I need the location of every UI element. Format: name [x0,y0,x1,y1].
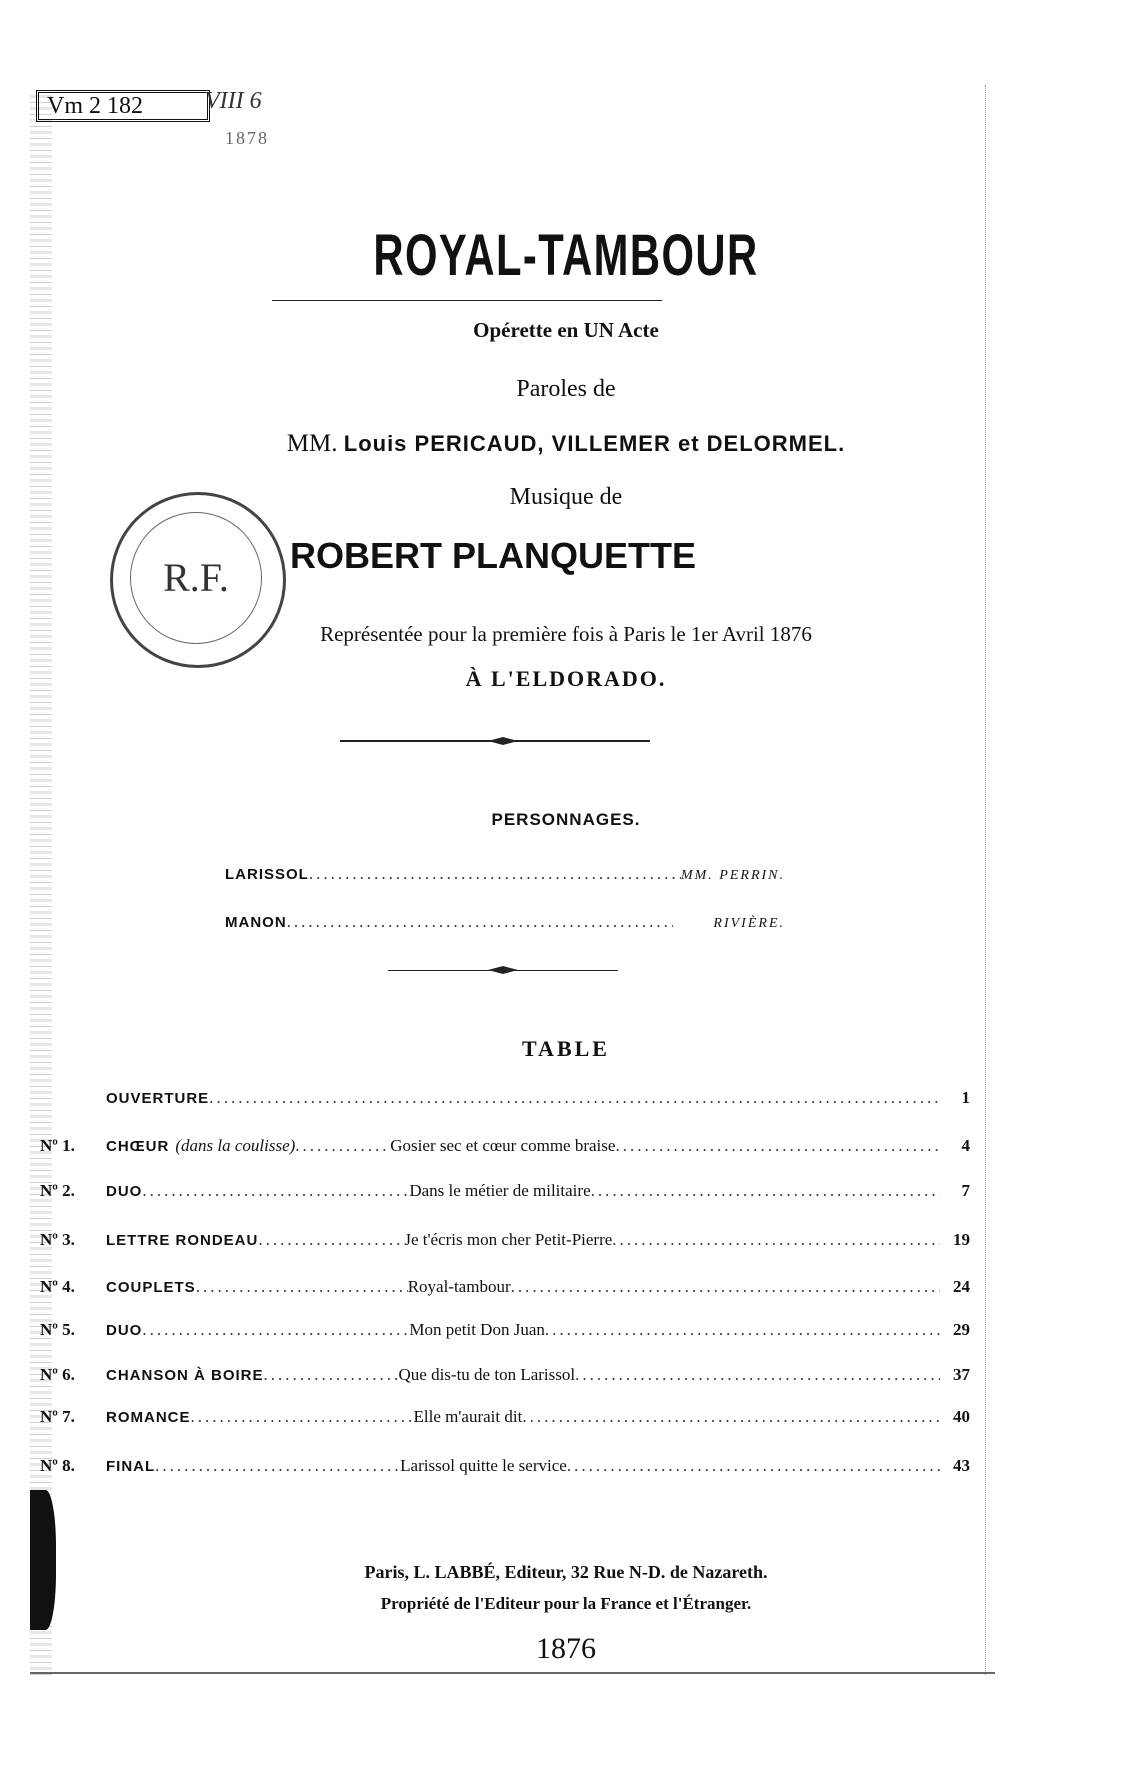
lyric-incipit: Gosier sec et cœur comme braise [390,1136,616,1155]
page-number: 43 [953,1456,970,1475]
subtitle: Opérette en UN Acte [473,318,659,342]
shelfmark-label: Vm 2 182 [36,90,210,122]
table-row [40,1320,970,1346]
leader-dots [287,912,674,932]
leader-dots [209,1088,940,1108]
lyric-incipit: Dans le métier de militaire [409,1181,591,1200]
piece-title: CHANSON À BOIRE [106,1367,264,1384]
table-row [40,1088,970,1114]
library-stamp-center: R.F. [130,512,262,644]
number-label: Nº 4. [40,1277,75,1296]
rights-line: Propriété de l'Editeur pour la France et l'Étranger. [380,1594,752,1613]
table-row [40,1456,970,1482]
leader-dots [155,1456,400,1476]
cast-role: LARISSOL [225,866,309,883]
authors-line [0,430,1132,458]
number-label: Nº 2. [40,1181,75,1200]
leader-dots [615,1136,940,1156]
leader-dots [522,1407,940,1427]
leader-dots [142,1320,409,1340]
page-number: 29 [953,1320,970,1339]
leader-dots [567,1456,940,1476]
premiere-line: Représentée pour la première fois à Paris le 1er Avril 1876 [320,622,812,646]
cast-actor: MM. PERRIN. [680,868,785,883]
number-label: Nº 6. [40,1365,75,1384]
words-by-label: Paroles de [516,376,616,402]
cast-heading: PERSONNAGES. [491,810,641,829]
handwritten-year: 1878 [225,128,269,148]
table-row [40,1181,970,1207]
page-number: 40 [953,1407,970,1426]
cast-role: MANON [225,914,287,931]
piece-title: DUO [106,1322,143,1339]
page-number: 37 [953,1365,970,1384]
table-row [40,1230,970,1256]
authors: Louis PERICAUD, VILLEMER et DELORMEL. [343,431,846,456]
piece-title: COUPLETS [106,1279,196,1296]
number-label: Nº 7. [40,1407,75,1426]
lyric-incipit: Elle m'aurait dit [413,1407,523,1426]
leader-dots [612,1230,940,1250]
lyric-incipit: Royal-tambour [407,1277,511,1296]
cast-row [225,864,785,890]
leader-dots [591,1181,940,1201]
piece-note: (dans la coulisse) [175,1136,296,1155]
leader-dots [295,1136,390,1156]
table-row [40,1277,970,1303]
leader-dots [191,1407,414,1427]
composer: ROBERT PLANQUETTE [290,535,697,576]
publication-year: 1876 [536,1632,596,1665]
lyric-incipit: Larissol quitte le service [400,1456,567,1475]
lyric-incipit: Mon petit Don Juan [409,1320,545,1339]
piece-title: FINAL [106,1458,156,1475]
handwritten-note: VIII 6 [205,88,262,114]
number-label: Nº 5. [40,1320,75,1339]
cast-row [225,912,785,938]
piece-title: CHŒUR [106,1138,170,1155]
cast-actor: RIVIÈRE. [713,916,785,931]
venue: À L'ELDORADO. [465,666,667,691]
table-row [40,1407,970,1433]
publisher-line: Paris, L. LABBÉ, Editeur, 32 Rue N-D. de Nazareth. [364,1562,768,1582]
leader-dots [196,1277,408,1297]
piece-title: DUO [106,1183,143,1200]
number-label: Nº 3. [40,1230,75,1249]
table-heading: TABLE [522,1036,610,1061]
table-row [40,1365,970,1391]
leader-dots [511,1277,940,1297]
authors-prefix: MM. [286,430,338,457]
ornament-diamond-icon [488,737,518,745]
ornament-diamond-icon [488,966,518,974]
page-number: 1 [961,1088,970,1107]
table-row [40,1136,970,1162]
leader-dots [545,1320,940,1340]
leader-dots [309,864,681,884]
page-number: 7 [961,1181,970,1200]
leader-dots [142,1181,409,1201]
piece-title: LETTRE RONDEAU [106,1232,259,1249]
number-label: Nº 1. [40,1136,75,1155]
page-number: 19 [953,1230,970,1249]
page-number: 24 [953,1277,970,1296]
page-title: ROYAL-TAMBOUR [373,223,759,288]
title-underline [272,300,662,301]
leader-dots [575,1365,940,1385]
scan-bottom-edge [30,1672,995,1674]
piece-title: ROMANCE [106,1409,191,1426]
lyric-incipit: Je t'écris mon cher Petit-Pierre [404,1230,613,1249]
number-label: Nº 8. [40,1456,75,1475]
music-by-label: Musique de [509,484,623,510]
page-number: 4 [961,1136,970,1155]
piece-title: OUVERTURE [106,1090,210,1107]
leader-dots [258,1230,404,1250]
lyric-incipit: Que dis-tu de ton Larissol [398,1365,576,1384]
leader-dots [264,1365,399,1385]
